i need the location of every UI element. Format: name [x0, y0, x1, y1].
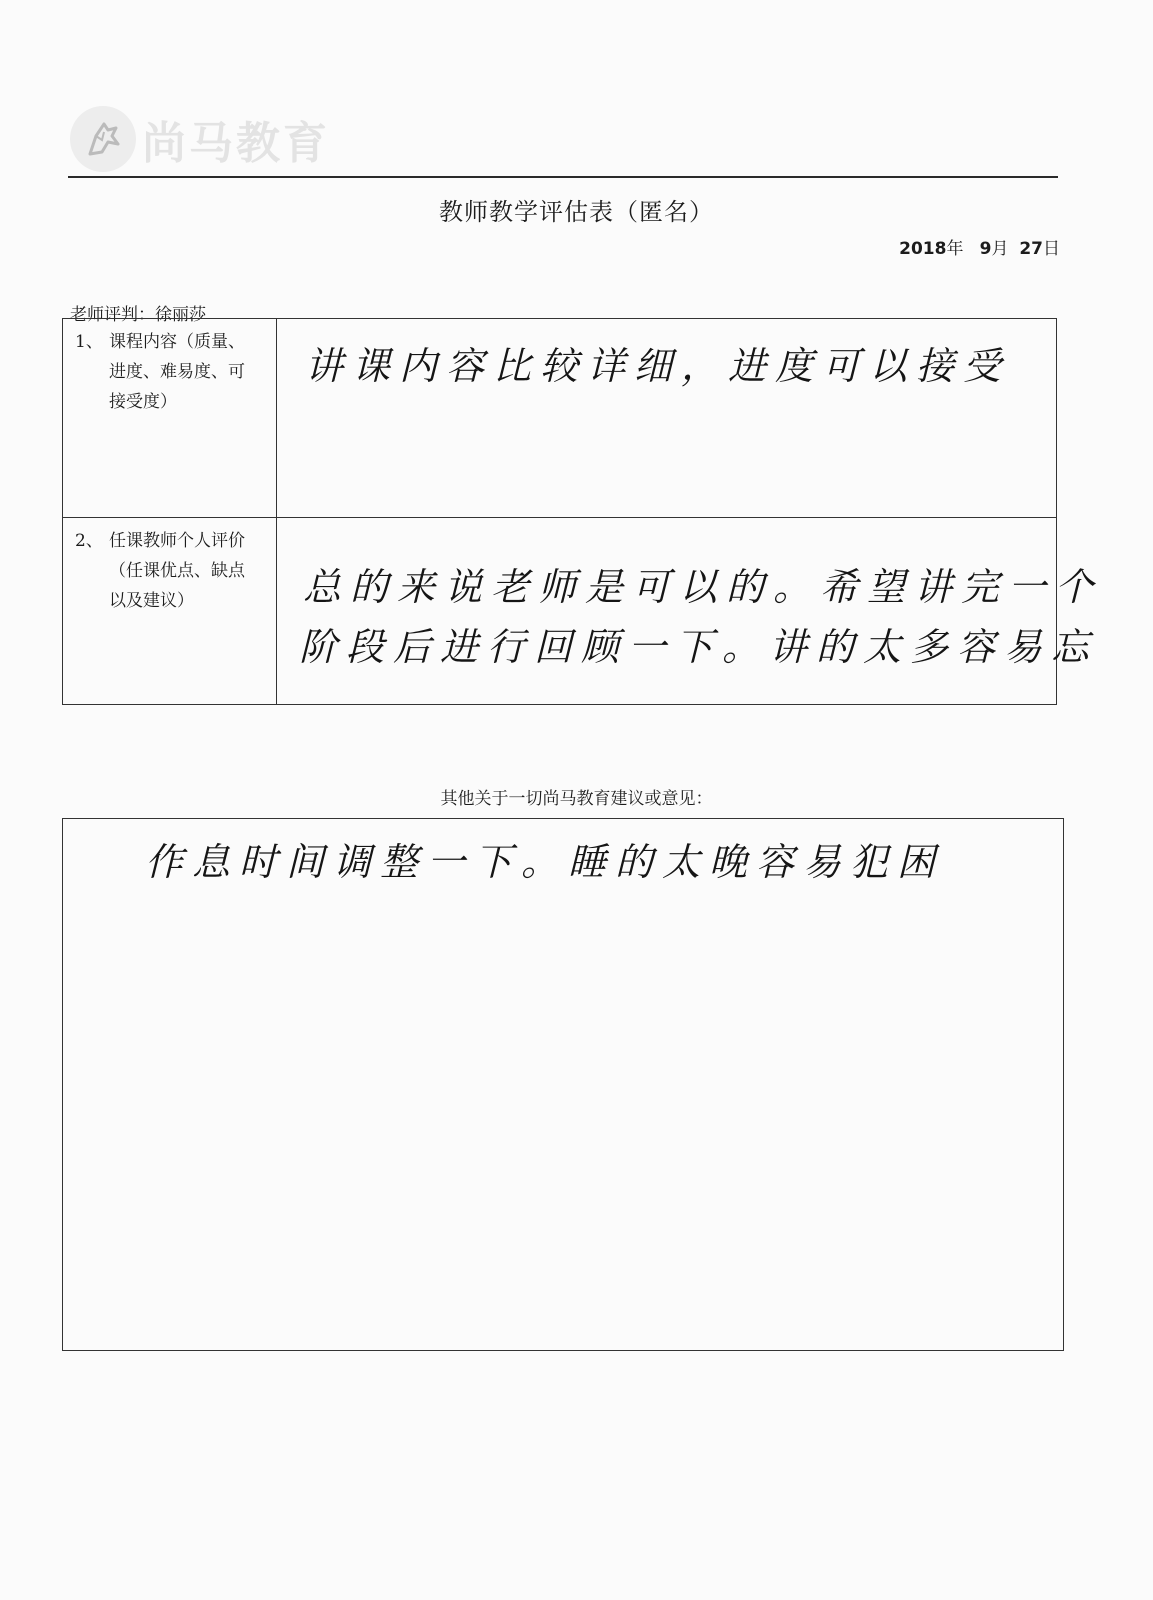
date-year: 2018 — [899, 239, 947, 259]
row-number: 2、 — [75, 531, 103, 551]
page-title: 教师教学评估表（匿名） — [439, 198, 714, 226]
teacher-name: 徐丽莎 — [155, 305, 206, 325]
handwritten-answer: 讲课内容比较详细，进度可以接受 — [305, 344, 1011, 388]
company-logo — [70, 104, 370, 174]
header-divider — [68, 176, 1058, 178]
row-number: 1、 — [75, 332, 103, 352]
form-date — [899, 234, 1060, 259]
handwritten-answer: 总的来说老师是可以的。希望讲完一个 — [303, 565, 1103, 609]
other-suggestions-box[interactable] — [62, 818, 1064, 1351]
handwritten-answer: 作息时间调整一下。睡的太晚容易犯困 — [145, 840, 945, 884]
answer-cell[interactable] — [277, 518, 1103, 704]
date-day-unit: 日 — [1043, 239, 1060, 259]
evaluation-table — [62, 318, 1103, 705]
evaluation-row-course-content — [63, 319, 1056, 518]
horse-head-icon — [70, 106, 136, 172]
row-label-line: 课程内容（质量、 — [109, 332, 245, 352]
answer-cell[interactable] — [277, 319, 1056, 517]
row-label-line: 进度、难易度、可 — [109, 362, 245, 382]
logo-text: 尚马教育 — [142, 118, 330, 169]
row-label-line: 任课教师个人评价 — [109, 531, 245, 551]
date-year-unit: 年 — [946, 239, 964, 259]
row-label-cell — [63, 319, 277, 517]
row-label-line: （任课优点、缺点 — [109, 561, 245, 581]
date-day: 27 — [1019, 239, 1043, 259]
row-label-line: 以及建议） — [109, 591, 194, 611]
row-label-line: 接受度） — [109, 392, 177, 412]
other-suggestions-label: 其他关于一切尚马教育建议或意见： — [440, 789, 713, 809]
handwritten-answer: 阶段后进行回顾一下。讲的太多容易忘 — [299, 625, 1099, 669]
teacher-label: 老师评判： — [70, 305, 155, 325]
date-month-unit: 月 — [991, 239, 1009, 259]
row-label-cell — [63, 518, 277, 704]
date-month: 9 — [979, 239, 992, 259]
evaluation-row-teacher-review — [63, 518, 1103, 704]
